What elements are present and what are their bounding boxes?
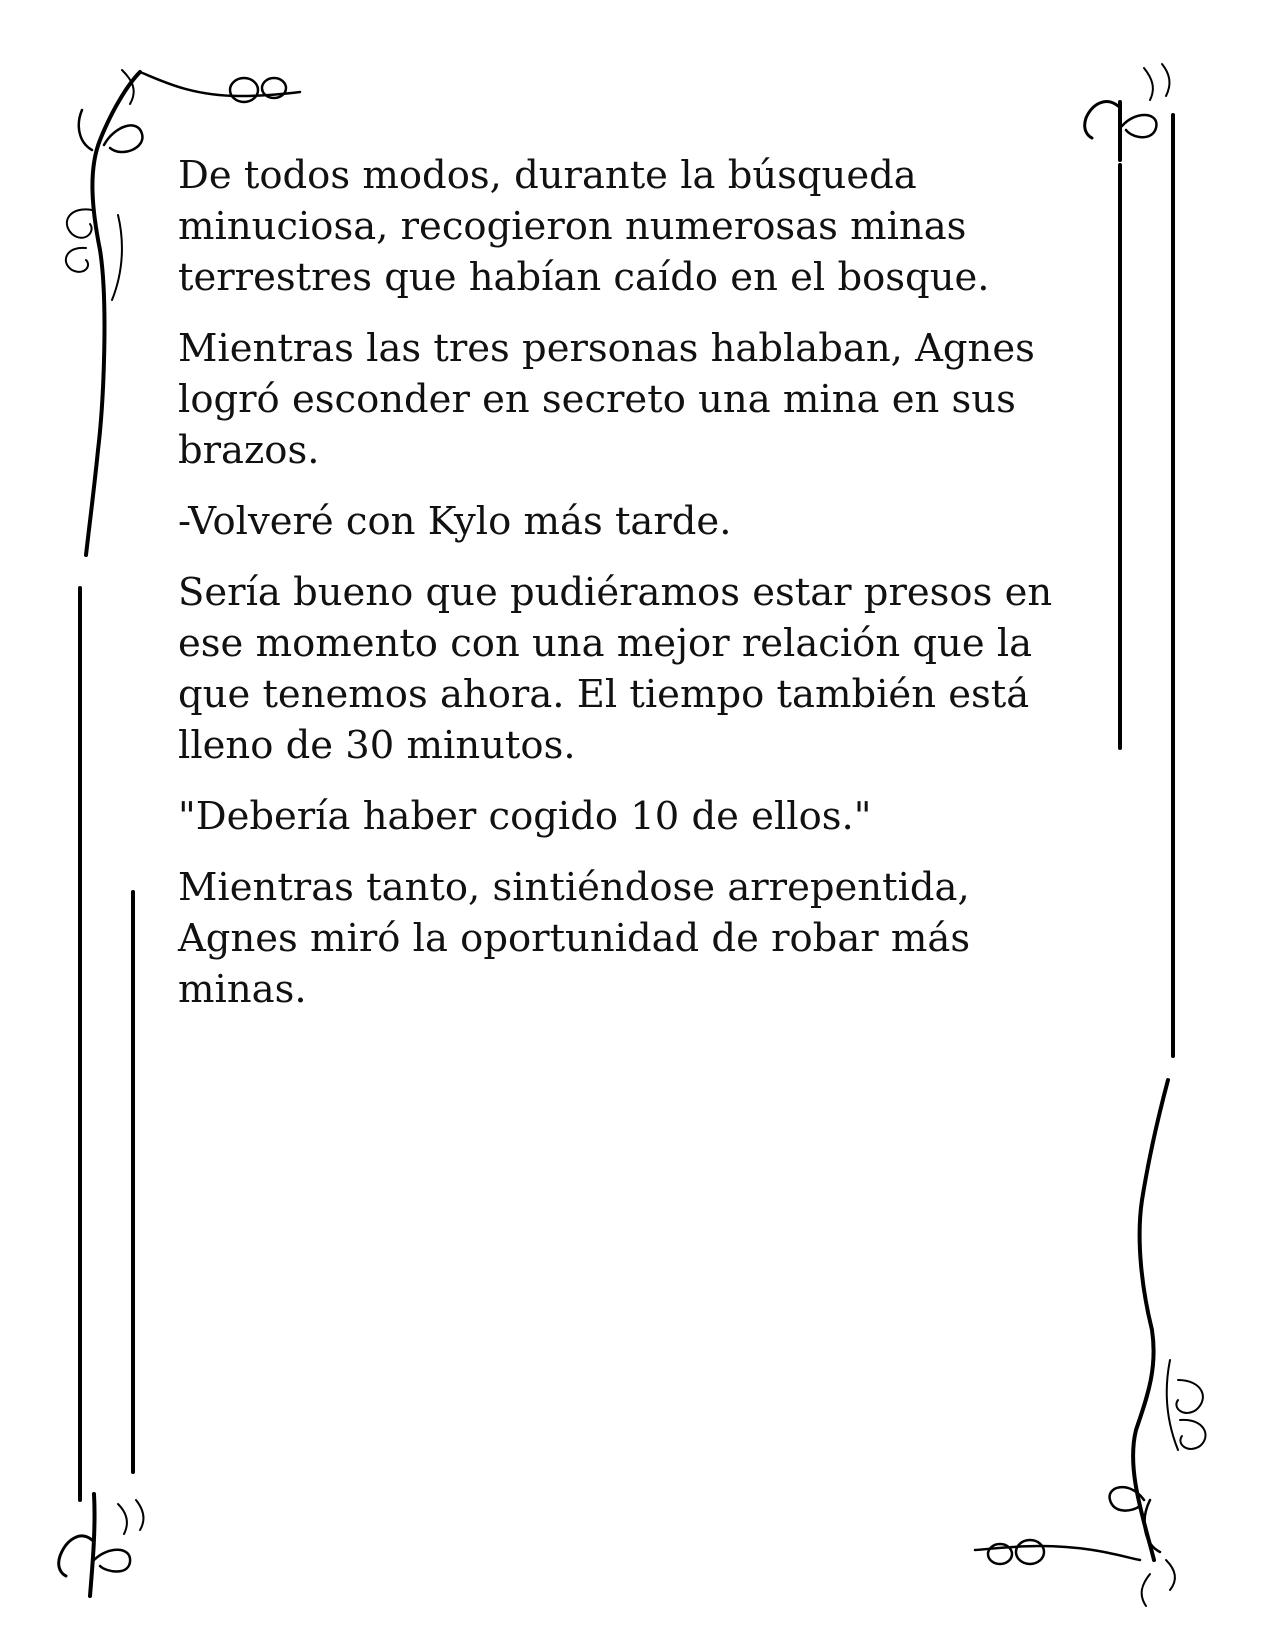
document-body [178,150,1098,1035]
flourish-bottom-left-icon [59,1494,144,1596]
flourish-top-right-icon [1085,64,1170,160]
paragraph: Sería bueno que pudiéramos estar presos en ese momento con una mejor relación que la que tenemos ahora. El tiempo también está lleno de 30 minutos. [178,570,1053,768]
paragraph: "Debería haber cogido 10 de ellos." [178,794,872,839]
paragraph: Mientras las tres personas hablaban, Agnes logró esconder en secreto una mina en sus brazos. [178,326,1035,473]
paragraph: Mientras tanto, sintiéndose arrepentida, Agnes miró la oportunidad de robar más minas. [178,865,971,1012]
flourish-bottom-right-icon [975,1080,1206,1606]
paragraph: -Volveré con Kylo más tarde. [178,499,732,544]
paragraph: De todos modos, durante la búsqueda minuciosa, recogieron numerosas minas terrestres que habían caído en el bosque. [178,153,990,300]
